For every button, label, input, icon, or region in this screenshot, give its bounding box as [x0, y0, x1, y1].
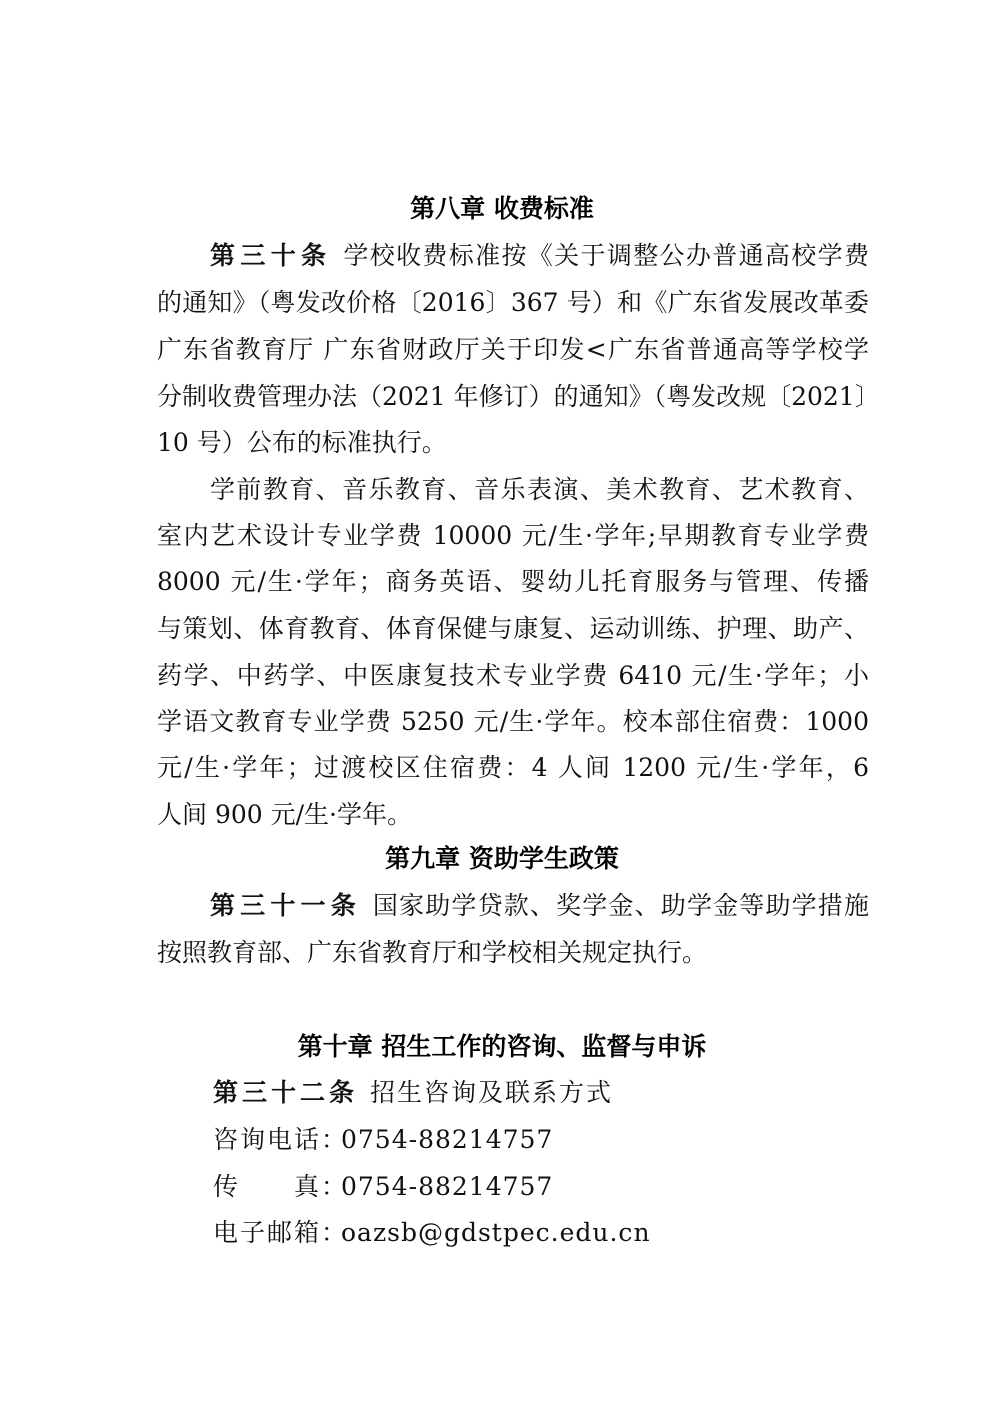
chapter-heading-10: 第十章 招生工作的咨询、监督与申诉	[297, 1032, 707, 1061]
fee-paragraph-line-7: 元/生·学年；过渡校区住宿费：4 人间 1200 元/生·学年，6	[157, 753, 869, 782]
fee-paragraph-line-3: 8000 元/生·学年；商务英语、婴幼儿托育服务与管理、传播	[157, 567, 869, 596]
article-32-line: 第三十二条 招生咨询及联系方式	[213, 1078, 614, 1107]
contact-fax-label: 传 真：	[213, 1172, 349, 1201]
article-30-line-4: 分制收费管理办法（2021 年修订）的通知》（粤发改规〔2021〕	[157, 382, 880, 411]
contact-phone	[213, 1120, 553, 1160]
chapter-heading-8: 第八章 收费标准	[410, 194, 594, 223]
article-30-line-5: 10 号）公布的标准执行。	[157, 428, 447, 457]
article-number: 第三十条	[210, 241, 332, 270]
contact-email	[213, 1213, 651, 1253]
article-31-line-2: 按照教育部、广东省教育厅和学校相关规定执行。	[157, 938, 708, 967]
contact-fax-value: 0754-88214757	[341, 1172, 554, 1201]
contact-phone-label: 咨询电话：	[213, 1125, 349, 1154]
contact-email-value: oazsb@gdstpec.edu.cn	[341, 1218, 651, 1247]
fee-paragraph-line-5: 药学、中药学、中医康复技术专业学费 6410 元/生·学年；小	[157, 661, 869, 690]
contact-phone-value: 0754-88214757	[341, 1125, 554, 1154]
fee-paragraph-line-2: 室内艺术设计专业学费 10000 元/生·学年;早期教育专业学费	[157, 521, 869, 550]
article-30-line-2: 的通知》（粤发改价格〔2016〕367 号）和《广东省发展改革委	[157, 288, 869, 317]
contact-email-label: 电子邮箱：	[213, 1218, 349, 1247]
article-30-line-1: 第三十条 学校收费标准按《关于调整公办普通高校学费	[210, 241, 869, 270]
fee-paragraph-line-1: 学前教育、音乐教育、音乐表演、美术教育、艺术教育、	[210, 475, 869, 504]
contact-fax	[213, 1167, 553, 1207]
article-number: 第三十二条	[213, 1078, 359, 1107]
article-31-line-1: 第三十一条 国家助学贷款、奖学金、助学金等助学措施	[210, 891, 869, 920]
article-number: 第三十一条	[210, 891, 361, 920]
fee-paragraph-line-4: 与策划、体育教育、体育保健与康复、运动训练、护理、助产、	[157, 614, 869, 643]
fee-paragraph-line-6: 学语文教育专业学费 5250 元/生·学年。校本部住宿费：1000	[157, 707, 869, 736]
fee-paragraph-line-8: 人间 900 元/生·学年。	[157, 800, 412, 829]
article-30-line-3: 广东省教育厅 广东省财政厅关于印发<广东省普通高等学校学	[157, 335, 869, 364]
chapter-heading-9: 第九章 资助学生政策	[385, 844, 619, 873]
